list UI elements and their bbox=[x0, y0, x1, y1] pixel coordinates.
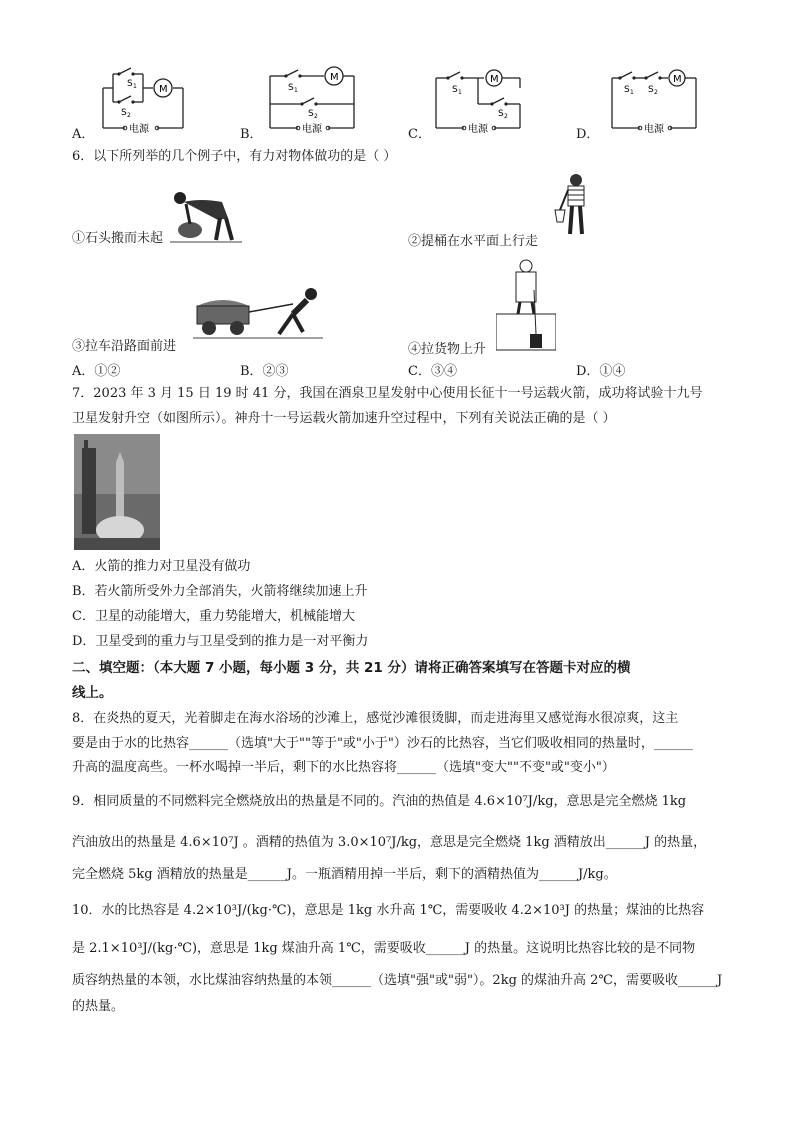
q5-c-power: 电源 bbox=[468, 124, 488, 135]
q5-d-power: 电源 bbox=[644, 124, 664, 135]
q5-circuit-b bbox=[262, 64, 362, 136]
q5-c-s1: S bbox=[452, 85, 458, 95]
q7-option-a: A．火箭的推力对卫星没有做功 bbox=[72, 559, 251, 574]
q6-illustration-pulling-cart bbox=[193, 284, 323, 342]
q8-line3: 升高的温度高些。一杯水喝掉一半后，剩下的水比热容将______（选填"变大""不变"或"变小"） bbox=[72, 760, 615, 775]
q5-option-c-letter: C． bbox=[408, 127, 431, 142]
q5-c-s2: S bbox=[498, 109, 504, 119]
q5-option-a-letter: A． bbox=[72, 127, 95, 142]
q6-illustration-pulling-cargo bbox=[496, 256, 556, 352]
q5-d-s1-sub: 1 bbox=[630, 89, 634, 96]
q5-circuit-a bbox=[95, 64, 190, 136]
q7-rocket-launch-photo bbox=[74, 434, 160, 550]
q6-item-2: ②提桶在水平面上行走 bbox=[408, 234, 539, 249]
q5-c-s1-sub: 1 bbox=[458, 89, 462, 96]
q5-b-motor: M bbox=[330, 72, 339, 83]
q6-choice-c: C．③④ bbox=[408, 364, 457, 379]
q5-a-s1-sub: 1 bbox=[133, 83, 137, 90]
q5-b-s2-sub: 2 bbox=[314, 113, 318, 120]
q6-item-4: ④拉货物上升 bbox=[408, 342, 487, 357]
q6-illustration-lifting-stone bbox=[170, 188, 242, 244]
q5-option-b-letter: B． bbox=[240, 127, 263, 142]
q6-item-3: ③拉车沿路面前进 bbox=[72, 339, 177, 354]
q9-line2: 汽油放出的热量是 4.6×10⁷J 。酒精的热值为 3.0×10⁷J/kg，意思是完全燃烧 1kg 酒精放出______J 的热量， bbox=[72, 835, 707, 850]
q10-line4: 的热量。 bbox=[72, 999, 125, 1014]
q5-b-power: 电源 bbox=[302, 124, 322, 135]
q7-stem-line1: 7．2023 年 3 月 15 日 19 时 41 分，我国在酒泉卫星发射中心使用长征十一号运载火箭，成功将试验十九号 bbox=[72, 386, 703, 401]
q5-a-s2-sub: 2 bbox=[127, 112, 131, 119]
q5-option-d-letter: D． bbox=[576, 127, 600, 142]
section2-heading-line2: 线上。 bbox=[72, 685, 113, 701]
q8-line2: 要是由于水的比热容______（选填"大于""等于"或"小于"）沙石的比热容，当它们吸收相同的热量时，______ bbox=[72, 736, 693, 751]
q6-stem: 6．以下所列举的几个例子中，有力对物体做功的是（ ） bbox=[72, 149, 397, 164]
q5-a-power: 电源 bbox=[129, 124, 149, 135]
q5-d-motor: M bbox=[673, 74, 682, 85]
q5-c-motor: M bbox=[490, 74, 499, 85]
q6-choice-d: D．①④ bbox=[576, 364, 626, 379]
q7-stem-line2: 卫星发射升空（如图所示）。神舟十一号运载火箭加速升空过程中，下列有关说法正确的是（ ） bbox=[72, 411, 616, 426]
q5-b-s1: S bbox=[288, 83, 294, 93]
q5-a-motor: M bbox=[159, 84, 168, 95]
q9-line1: 9．相同质量的不同燃料完全燃烧放出的热量是不同的。汽油的热值是 4.6×10⁷J/kg，意思是完全燃烧 1kg bbox=[72, 794, 687, 809]
q7-option-b: B．若火箭所受外力全部消失，火箭将继续加速上升 bbox=[72, 584, 368, 599]
q5-b-s2: S bbox=[308, 109, 314, 119]
q7-option-c: C．卫星的动能增大，重力势能增大，机械能增大 bbox=[72, 609, 355, 624]
q10-line2: 是 2.1×10³J/(kg·℃)，意思是 1kg 煤油升高 1℃，需要吸收______J 的热量。这说明比热容比较的是不同物 bbox=[72, 941, 696, 956]
q6-choice-b: B．②③ bbox=[240, 364, 289, 379]
q10-line1: 10．水的比热容是 4.2×10³J/(kg·℃)，意思是 1kg 水升高 1℃，需要吸收 4.2×10³J 的热量；煤油的比热容 bbox=[72, 903, 705, 918]
section2-heading-line1: 二、填空题：（本大题 7 小题，每小题 3 分，共 21 分）请将正确答案填写在答题卡对应的横 bbox=[72, 660, 631, 676]
q5-d-s2: S bbox=[648, 85, 654, 95]
q7-option-d: D．卫星受到的重力与卫星受到的推力是一对平衡力 bbox=[72, 634, 369, 649]
q5-circuit-c bbox=[428, 64, 528, 136]
q5-b-s1-sub: 1 bbox=[294, 87, 298, 94]
q8-line1: 8．在炎热的夏天，光着脚走在海水浴场的沙滩上，感觉沙滩很烫脚，而走进海里又感觉海水很凉爽，这主 bbox=[72, 711, 679, 726]
q5-d-s1: S bbox=[624, 85, 630, 95]
q10-line3: 质容纳热量的本领，水比煤油容纳热量的本领______（选填"强"或"弱"）。2kg 的煤油升高 2℃，需要吸收______J bbox=[72, 973, 723, 988]
q5-d-s2-sub: 2 bbox=[654, 89, 658, 96]
q9-line3: 完全燃烧 5kg 酒精放的热量是______J。一瓶酒精用掉一半后，剩下的酒精热值为______J/kg。 bbox=[72, 867, 617, 882]
q5-circuit-d bbox=[604, 64, 704, 136]
q6-illustration-carrying-bucket bbox=[552, 172, 600, 242]
q5-a-s1: S bbox=[127, 79, 133, 89]
q5-a-s2: S bbox=[121, 108, 127, 118]
q5-c-s2-sub: 2 bbox=[504, 113, 508, 120]
q6-item-1: ①石头搬而未起 bbox=[72, 231, 164, 246]
q6-choice-a: A．①② bbox=[72, 364, 121, 379]
